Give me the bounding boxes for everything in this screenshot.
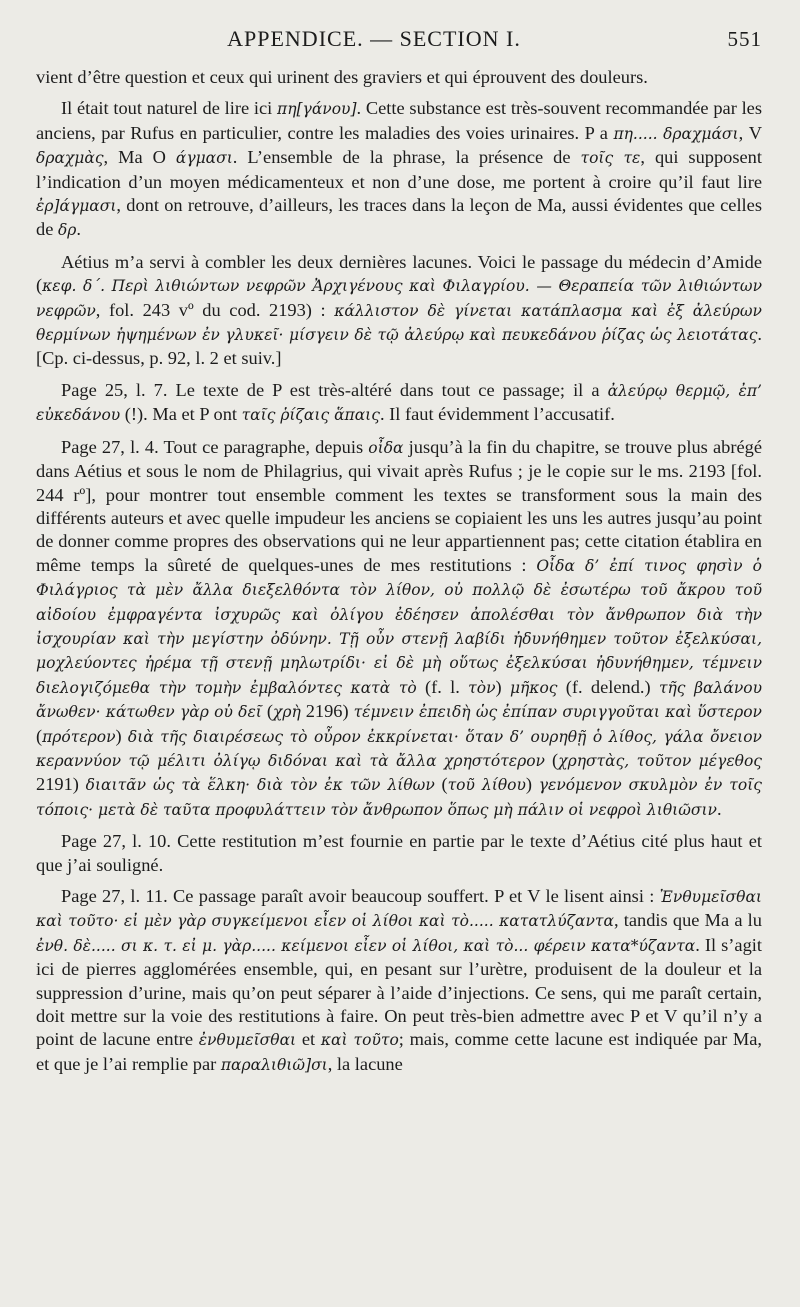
greek-citation: χρηστὰς, τοῦτον μέγεθος xyxy=(558,751,762,770)
greek-citation: δρ xyxy=(57,221,77,240)
text-run: , dont on retrouve, d’ailleurs, les traces dans la leçon de Ma, aussi évidentes que celles de xyxy=(36,195,762,240)
paragraph xyxy=(36,379,762,428)
text-run: ) xyxy=(525,774,539,795)
text-run: . Cette substance est très-souvent recommandée par les anciens, par Rufus en particulier, contre les maladies des voies urinaires. P a xyxy=(36,98,762,143)
greek-citation: τοῦ λίθου xyxy=(447,776,526,795)
text-run: Page 27, l. 10. Cette restitution m’est fournie en partie par le texte d’Aétius cité plus haut et que j’ai souligné. xyxy=(36,831,762,875)
text-run: Page 25, l. 7. Le texte de P est très-altéré dans tout ce passage; il a xyxy=(61,379,608,400)
greek-citation: τοῖς τε xyxy=(580,149,641,168)
greek-citation: παραλιθιῶ]σι xyxy=(220,1055,328,1074)
text-run: . Il faut évidemment l’accusatif. xyxy=(379,404,615,425)
text-run: , qui supposent l’indication d’un moyen médicamenteux et non d’une dose, me portent à croire qu’il faut lire xyxy=(36,147,762,192)
greek-citation: ἐνθυμεῖσθαι xyxy=(198,1031,297,1050)
text-run: , fol. 243 vº du cod. 2193) : xyxy=(95,299,335,320)
text-run: . [Cp. ci-dessus, p. 92, l. 2 et suiv.] xyxy=(36,324,762,369)
greek-citation: πη[γάνου] xyxy=(277,100,357,119)
greek-citation: κεφ. δ΄. Περὶ λιθιώντων νεφρῶν Ἀρχιγένους καὶ Φιλαγρίου. — Θεραπεία τῶν λιθιώντων νεφρῶν xyxy=(36,277,762,320)
text-run: . L’ensemble de la phrase, la présence de xyxy=(232,147,581,168)
running-header xyxy=(36,26,762,66)
text-run: (f. delend.) xyxy=(557,676,659,697)
greek-citation: άγμασι xyxy=(175,149,233,168)
greek-citation: κάλλιστον δὲ γίνεται κατάπλασμα καὶ ἐξ ἀλεύρων θερμίνων ἡψημένων ἐν γλυκεῖ· μίσγειν δὲ τῷ ἀλεύρῳ καὶ πευκεδάνου ῥίζας ὡς λειοτάτας xyxy=(36,301,762,345)
header-title: APPENDICE. — SECTION I. xyxy=(227,26,521,51)
text-run: ; mais, comme cette lacune est indiquée par Ma, et que je l’ai remplie par xyxy=(36,1029,763,1074)
text-run: 2191) xyxy=(36,774,86,795)
greek-citation: ἀλεύρῳ θερμῷ, ἐπ’ εὐκεδάνου xyxy=(36,381,762,425)
text-run: ) xyxy=(495,676,510,697)
paragraph xyxy=(36,436,762,823)
paragraph xyxy=(36,66,762,89)
text-run: Il était tout naturel de lire ici xyxy=(61,98,278,119)
text-run: (f. l. xyxy=(416,676,469,697)
text-run: ) xyxy=(115,725,128,746)
text-run: ( xyxy=(261,701,273,722)
text-run: 2196) xyxy=(300,701,354,722)
greek-citation: ἐνθ. δὲ..... σι κ. τ. εἰ μ. γὰρ..... κείμενοι εἶεν οἱ λίθοι, καὶ τὸ... φέρειν κατα*ύζαντα xyxy=(36,936,696,955)
paragraph xyxy=(36,830,762,877)
greek-citation: δραχμὰς xyxy=(36,149,104,168)
greek-citation: τῆς βαλάνου ἄνωθεν· κάτωθεν γὰρ οὐ δεῖ xyxy=(36,678,762,722)
greek-citation: ταῖς ῥίζαις ἅπαις xyxy=(241,406,380,425)
text-run: , tandis que Ma a lu xyxy=(613,910,762,931)
text-run: vient d’être question et ceux qui urinent des graviers et qui éprouvent des douleurs. xyxy=(36,67,648,87)
text-run: jusqu’à la fin du chapitre, se trouve plus abrégé dans Aétius et sous le nom de Philagrius, qui vivait après Rufus ; je le copie sur le ms. 2193 [fol. 244 rº], pour montrer tout ensemble comment les textes se transforment sous la main des différents auteurs et avec quelle impudeur les anciens se copiaient les uns les autres jusqu’au point de donner comme propres des observations qui ne leur appartiennent pas; cette citation établira en même temps la sûreté de quelques-unes de mes restitutions : xyxy=(36,436,762,575)
text-run: , V xyxy=(738,122,762,143)
greek-citation: τὸν xyxy=(468,678,496,697)
text-run: ( xyxy=(36,725,43,746)
text-run: (!). Ma et P ont xyxy=(120,404,242,425)
text-run: , la lacune xyxy=(327,1053,403,1074)
greek-citation: γενόμενον σκυλμὸν ἐν τοῖς τόποις· μετὰ δὲ ταῦτα προφυλάττειν τὸν ἄνθρωπον ὅπως μὴ πάλιν οἱ νεφροὶ λιθιῶσιν xyxy=(36,776,762,819)
greek-citation: μῆκος xyxy=(509,678,558,697)
body-text xyxy=(36,66,762,1077)
text-run: . Il s’agit ici de pierres agglomérées ensemble, qui, en pesant sur l’urètre, produisent de la douleur et la suppression d’urine, mais qu’on peut séparer à l’aide d’injections. Ce sens, qui me paraît certain, doit mettre sur la voie des restitutions à faire. On peut très-bien admettre avec P et V qu’il n’y a point de lacune entre xyxy=(36,934,762,1050)
greek-citation: χρὴ xyxy=(272,703,301,722)
paragraph xyxy=(36,885,762,1077)
greek-citation: Οἶδα δ’ ἐπί τινος φησὶν ὁ Φιλάγριος τὰ μὲν ἄλλα διεξελθόντα τὸν λίθον, οὐ πολλῷ δὲ ἐσωτέρω τοῦ ἄκρου τοῦ αἰδοίου ἐμφραγέντα ἰσχυρῶς καὶ ὀλίγου ἐδέησεν ἀπολέσθαι τὸν ἄνθρωπον διὰ τὴν ἰσχουρίαν καὶ τὴν μεγίστην ὀδύνην. Τῇ οὖν στενῇ λαβίδι ἠδυνήθημεν τοῦτον ἐξελκύσαι, μοχλεύοντες ἠρέμα τῇ στενῇ μηλωτρίδι· εἰ δὲ μὴ οὕτως ἐξελκύσαι ἠδυνήθημεν, τέμνειν διελογιζόμεθα τὴν τομὴν ἐμβαλόντες κατὰ τὸ xyxy=(36,556,763,697)
text-run: ( xyxy=(434,774,448,795)
greek-citation: οἶδα xyxy=(368,438,404,457)
paragraph xyxy=(36,97,762,242)
greek-citation: καὶ τοῦτο xyxy=(320,1031,399,1050)
page-number: 551 xyxy=(727,27,762,51)
text-run: Aétius m’a servi à combler les deux dernières lacunes. Voici le passage du médecin d’Amide ( xyxy=(36,251,762,296)
text-run: Page 27, l. 4. Tout ce paragraphe, depuis xyxy=(61,436,369,457)
text-run: Page 27, l. 11. Ce passage paraît avoir beaucoup souffert. P et V le lisent ainsi : xyxy=(61,886,660,906)
text-run: , Ma O xyxy=(103,147,176,168)
text-run: ( xyxy=(544,749,559,770)
paragraph xyxy=(36,251,762,371)
text-run: et xyxy=(296,1029,321,1050)
greek-citation: πη..... xyxy=(613,124,658,143)
text-run: . xyxy=(76,219,82,240)
text-run: . xyxy=(716,798,722,819)
greek-citation: τέμνειν ἐπειδὴ ὡς ἐπίπαν συριγγοῦται καὶ ὕστερον xyxy=(353,703,762,722)
greek-citation: διαιτᾶν ὡς τὰ ἕλκη· διὰ τὸν ἐκ τῶν λίθων xyxy=(85,776,435,795)
greek-citation: διὰ τῆς διαιρέσεως τὸ οὖρον ἐκκρίνεται· ὅταν δ’ ουρηθῇ ὁ λίθος, γάλα ὄνειον κεραννύον τῷ μέλιτι ὀλίγῳ διδόναι καὶ τὰ ἄλλα χρηστότερον xyxy=(36,727,762,770)
greek-citation: δραχμάσι xyxy=(663,124,739,143)
greek-citation: Ἐνθυμεῖσθαι καὶ τοῦτο· εἰ μὲν γὰρ συγκείμενοι εἶεν οἱ λίθοι καὶ τὸ..... κατατλύζαντα xyxy=(36,888,762,931)
greek-citation: πρότερον xyxy=(42,727,116,746)
greek-citation: ἐρ]άγμασι xyxy=(36,197,117,216)
